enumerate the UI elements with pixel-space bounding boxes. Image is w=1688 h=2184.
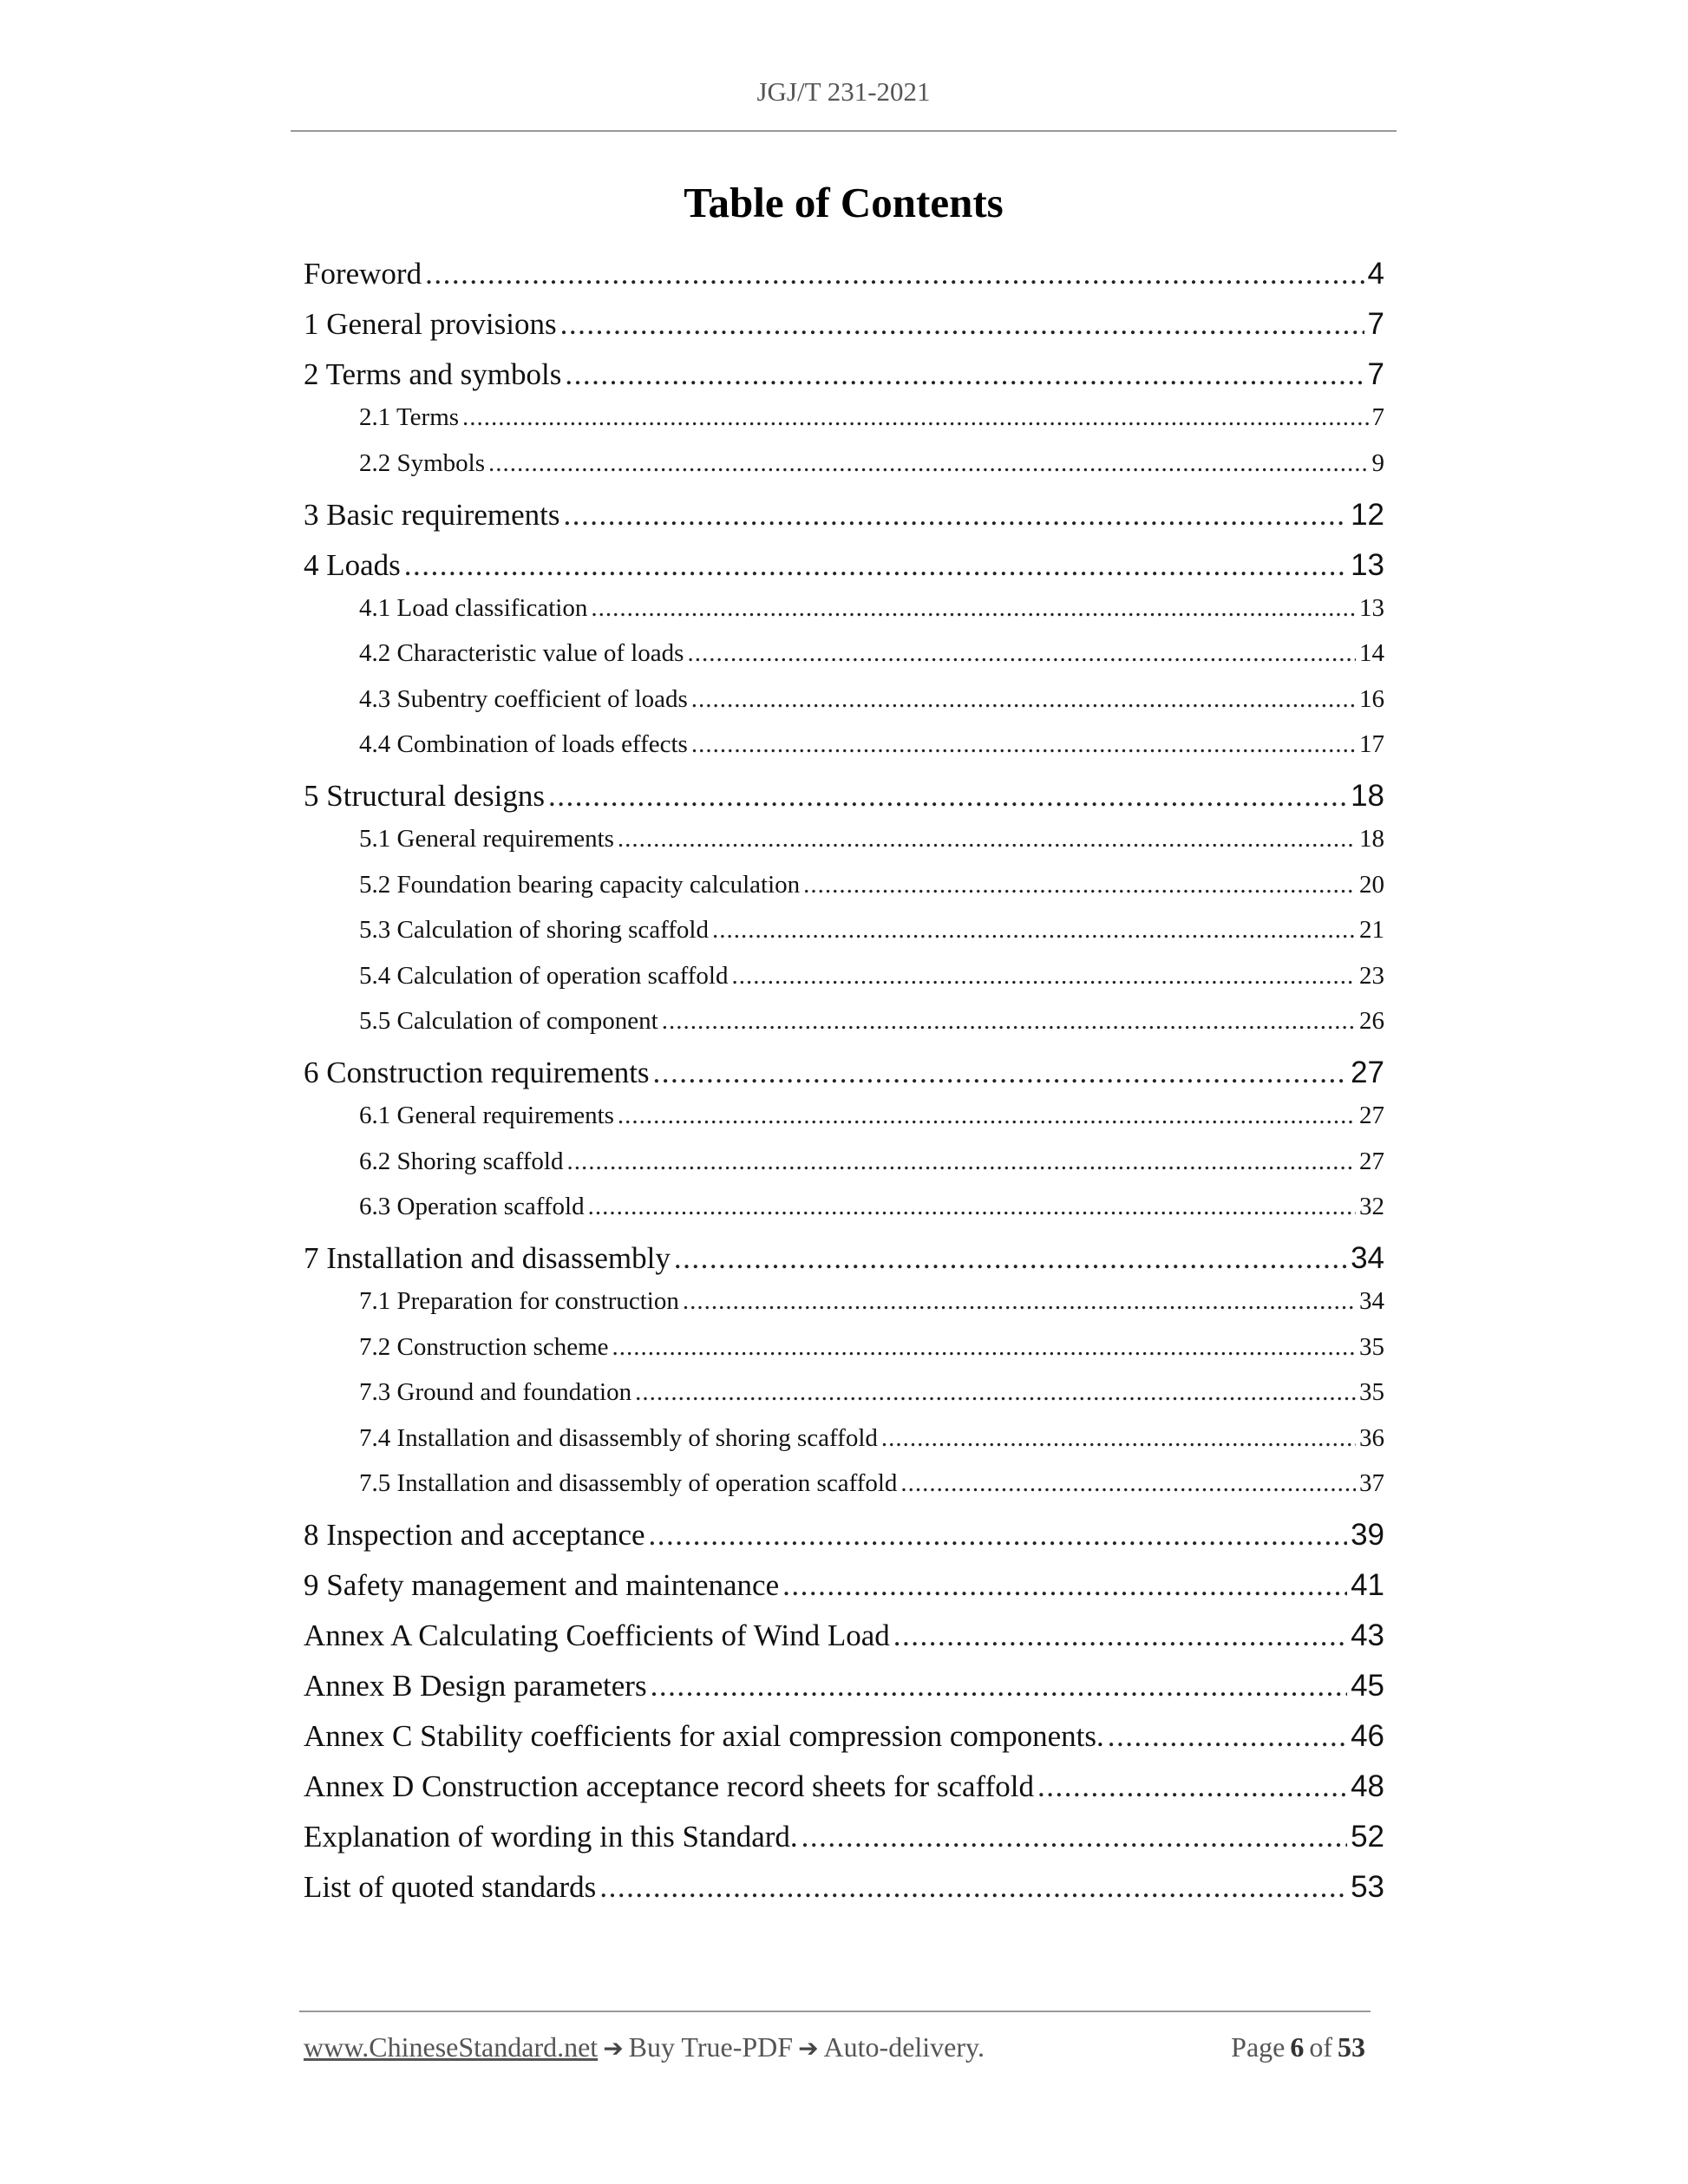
- toc-page-number: 36: [1359, 1424, 1384, 1452]
- toc-entry[interactable]: [304, 257, 1384, 300]
- toc-page-number: 34: [1351, 1241, 1384, 1275]
- toc-subentry[interactable]: [359, 403, 1384, 440]
- dot-leader: [683, 1287, 1356, 1316]
- toc-entry-label: 1 General provisions: [304, 307, 557, 341]
- dot-leader: [674, 1241, 1347, 1276]
- dot-leader: [801, 1820, 1347, 1854]
- dot-leader: [404, 548, 1347, 583]
- dot-leader: [618, 1102, 1356, 1130]
- dot-leader: [1037, 1769, 1347, 1804]
- toc-page-number: 26: [1359, 1007, 1384, 1035]
- toc-entry-label: 7.4 Installation and disassembly of shoring scaffold: [359, 1424, 878, 1452]
- toc-entry-label: 6 Construction requirements: [304, 1056, 650, 1089]
- toc-page-number: 4: [1367, 257, 1384, 291]
- toc-entry[interactable]: [304, 1769, 1384, 1813]
- toc-entry-label: Annex A Calculating Coefficients of Wind Load: [304, 1618, 890, 1652]
- toc-page-number: 48: [1351, 1769, 1384, 1803]
- toc-entry-label: Foreword: [304, 257, 422, 291]
- dot-leader: [712, 916, 1356, 945]
- toc-page-number: 18: [1359, 825, 1384, 853]
- toc-page-number: 17: [1359, 730, 1384, 758]
- toc-entry-label: 6.3 Operation scaffold: [359, 1193, 585, 1220]
- toc-page-number: 37: [1359, 1469, 1384, 1497]
- dot-leader: [563, 498, 1347, 533]
- toc-subentry[interactable]: [359, 1193, 1384, 1229]
- toc-subentry[interactable]: [359, 1378, 1384, 1415]
- toc-subentry[interactable]: [359, 1424, 1384, 1461]
- toc-page-number: 27: [1359, 1148, 1384, 1175]
- toc-page-number: 14: [1359, 639, 1384, 667]
- toc-entry[interactable]: [304, 1820, 1384, 1863]
- toc-entry-label: 4.2 Characteristic value of loads: [359, 639, 684, 667]
- buy-pdf-text: Buy True-PDF: [628, 2031, 794, 2063]
- toc-entry-label: List of quoted standards: [304, 1870, 597, 1904]
- toc-entry-label: 7.5 Installation and disassembly of operation scaffold: [359, 1469, 898, 1497]
- page-word: Page: [1231, 2031, 1286, 2063]
- toc-entry-label: 6.2 Shoring scaffold: [359, 1148, 564, 1175]
- toc-page-number: 7: [1367, 307, 1384, 341]
- toc-entry[interactable]: [304, 498, 1384, 541]
- right-arrow-icon: ➔: [603, 2034, 624, 2063]
- total-pages-number: 53: [1338, 2031, 1365, 2063]
- current-page-number: 6: [1290, 2031, 1305, 2063]
- toc-entry-label: 7.2 Construction scheme: [359, 1333, 609, 1361]
- toc-entry-label: 9 Safety management and maintenance: [304, 1568, 780, 1602]
- toc-entry-label: 5.5 Calculation of component: [359, 1007, 658, 1035]
- toc-entry-label: 3 Basic requirements: [304, 498, 560, 532]
- toc-entry-label: Explanation of wording in this Standard.: [304, 1820, 798, 1854]
- toc-subentry[interactable]: [359, 1148, 1384, 1184]
- toc-entry-label: 2 Terms and symbols: [304, 357, 562, 391]
- toc-page-number: 35: [1359, 1333, 1384, 1361]
- toc-page-number: 39: [1351, 1518, 1384, 1552]
- toc-entry-label: 2.2 Symbols: [359, 449, 486, 477]
- toc-entry-label: 4.1 Load classification: [359, 594, 588, 622]
- toc-entry-label: 5.4 Calculation of operation scaffold: [359, 962, 729, 990]
- toc-entry-label: 4 Loads: [304, 548, 401, 582]
- toc-entry[interactable]: [304, 1056, 1384, 1099]
- toc-page-number: 53: [1351, 1870, 1384, 1904]
- dot-leader: [599, 1870, 1347, 1905]
- toc-subentry[interactable]: [359, 685, 1384, 722]
- toc-entry-label: 4.4 Combination of loads effects: [359, 730, 688, 758]
- toc-entry-label: 6.1 General requirements: [359, 1102, 614, 1129]
- toc-page-number: 21: [1359, 916, 1384, 944]
- toc-entry[interactable]: [304, 307, 1384, 350]
- dot-leader: [1108, 1719, 1347, 1754]
- toc-entry[interactable]: [304, 779, 1384, 822]
- toc-subentry[interactable]: [359, 916, 1384, 952]
- toc-entry[interactable]: [304, 1719, 1384, 1762]
- dot-leader: [635, 1378, 1356, 1407]
- toc-page-number: 20: [1359, 871, 1384, 899]
- toc-page-number: 18: [1351, 779, 1384, 813]
- dot-leader: [662, 1007, 1356, 1036]
- toc-entry-label: 7 Installation and disassembly: [304, 1241, 671, 1275]
- toc-entry[interactable]: [304, 1870, 1384, 1913]
- toc-page-number: 52: [1351, 1820, 1384, 1854]
- toc-page-number: 45: [1351, 1669, 1384, 1703]
- toc-page-number: 27: [1359, 1102, 1384, 1129]
- auto-delivery-text: Auto-delivery.: [823, 2031, 985, 2063]
- toc-entry-label: Annex D Construction acceptance record sheets for scaffold: [304, 1769, 1034, 1803]
- dot-leader: [893, 1618, 1347, 1653]
- toc-page-number: 23: [1359, 962, 1384, 990]
- toc-subentry[interactable]: [359, 825, 1384, 861]
- toc-entry[interactable]: [304, 1241, 1384, 1285]
- toc-entry-label: 5.2 Foundation bearing capacity calculation: [359, 871, 801, 899]
- toc-page-number: 13: [1351, 548, 1384, 582]
- toc-subentry[interactable]: [359, 449, 1384, 486]
- toc-subentry[interactable]: [359, 871, 1384, 907]
- dot-leader: [565, 357, 1364, 392]
- running-header: JGJ/T 231-2021: [756, 76, 931, 107]
- toc-entry[interactable]: [304, 357, 1384, 401]
- toc-entry-label: 5 Structural designs: [304, 779, 546, 813]
- toc-entry-label: 2.1 Terms: [359, 403, 460, 431]
- toc-page-number: 46: [1351, 1719, 1384, 1753]
- header-divider: [291, 130, 1397, 132]
- toc-subentry[interactable]: [359, 639, 1384, 676]
- website-link[interactable]: www.ChineseStandard.net: [304, 2031, 599, 2063]
- dot-leader: [488, 449, 1368, 478]
- toc-entry-label: 8 Inspection and acceptance: [304, 1518, 645, 1552]
- toc-entry-label: 7.3 Ground and foundation: [359, 1378, 632, 1406]
- page-footer: [304, 2031, 1371, 2070]
- toc-subentry[interactable]: [359, 1333, 1384, 1370]
- footer-promo: [304, 2031, 985, 2063]
- toc-page-number: 32: [1359, 1193, 1384, 1220]
- toc-entry[interactable]: [304, 1618, 1384, 1662]
- dot-leader: [691, 685, 1356, 714]
- toc-page-number: 16: [1359, 685, 1384, 713]
- toc-page-number: 41: [1351, 1568, 1384, 1602]
- footer-divider: [299, 2011, 1371, 2012]
- toc-subentry[interactable]: [359, 1007, 1384, 1043]
- dot-leader: [618, 825, 1356, 853]
- toc-entry-label: Annex B Design parameters: [304, 1669, 647, 1703]
- toc-subentry[interactable]: [359, 1469, 1384, 1506]
- dot-leader: [649, 1518, 1348, 1553]
- toc-entry-label: 5.1 General requirements: [359, 825, 614, 853]
- dot-leader: [803, 871, 1356, 899]
- toc-entry[interactable]: [304, 1669, 1384, 1712]
- toc-subentry[interactable]: [359, 594, 1384, 631]
- toc-page-number: 7: [1371, 403, 1384, 431]
- dot-leader: [651, 1669, 1347, 1703]
- toc-subentry[interactable]: [359, 962, 1384, 998]
- toc-page-number: 9: [1371, 449, 1384, 477]
- dot-leader: [653, 1056, 1348, 1090]
- toc-entry[interactable]: [304, 1568, 1384, 1612]
- page-title: Table of Contents: [684, 179, 1004, 226]
- toc-page-number: 7: [1367, 357, 1384, 391]
- toc-page-number: 35: [1359, 1378, 1384, 1406]
- toc-subentry[interactable]: [359, 1102, 1384, 1138]
- dot-leader: [731, 962, 1356, 991]
- dot-leader: [900, 1469, 1356, 1498]
- dot-leader: [588, 1193, 1356, 1221]
- right-arrow-icon: ➔: [798, 2034, 819, 2063]
- dot-leader: [591, 594, 1356, 623]
- dot-leader: [612, 1333, 1356, 1362]
- dot-leader: [462, 403, 1368, 432]
- dot-leader: [881, 1424, 1356, 1453]
- dot-leader: [566, 1148, 1356, 1176]
- toc-entry-label: 4.3 Subentry coefficient of loads: [359, 685, 688, 713]
- toc-page-number: 43: [1351, 1618, 1384, 1652]
- toc-page-number: 13: [1359, 594, 1384, 622]
- dot-leader: [560, 307, 1364, 342]
- toc-subentry[interactable]: [359, 1287, 1384, 1324]
- page-number: [1231, 2031, 1371, 2063]
- dot-leader: [782, 1568, 1347, 1603]
- toc-entry[interactable]: [304, 548, 1384, 592]
- toc-page-number: 27: [1351, 1056, 1384, 1089]
- toc-subentry[interactable]: [359, 730, 1384, 767]
- toc-page-number: 12: [1351, 498, 1384, 532]
- dot-leader: [687, 639, 1356, 668]
- dot-leader: [548, 779, 1347, 814]
- toc-entry-label: 5.3 Calculation of shoring scaffold: [359, 916, 709, 944]
- dot-leader: [425, 257, 1364, 291]
- toc-entry[interactable]: [304, 1518, 1384, 1561]
- dot-leader: [691, 730, 1356, 759]
- toc-page-number: 34: [1359, 1287, 1384, 1315]
- toc-entry-label: 7.1 Preparation for construction: [359, 1287, 679, 1315]
- toc-entry-label: Annex C Stability coefficients for axial compression components.: [304, 1719, 1104, 1753]
- of-word: of: [1309, 2031, 1332, 2063]
